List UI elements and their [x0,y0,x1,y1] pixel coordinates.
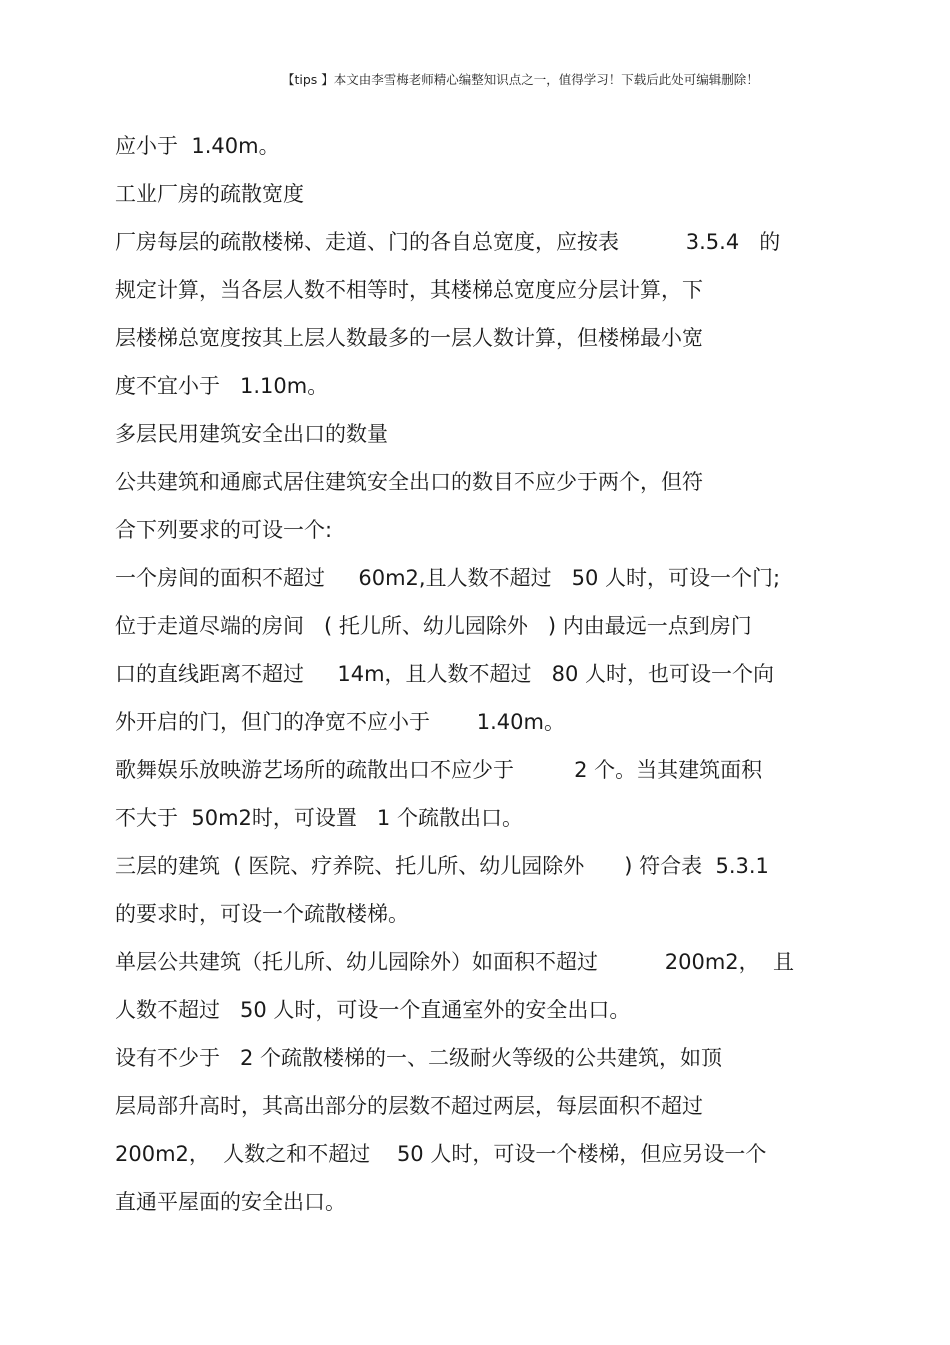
body-line: 合下列要求的可设一个: [115,518,333,542]
body-line: 不大于 50m2时，可设置 1 个疏散出口。 [115,806,523,830]
body-line: 厂房每层的疏散楼梯、走道、门的各自总宽度，应按表 3.5.4 的 [115,230,781,254]
body-line: 多层民用建筑安全出口的数量 [115,422,388,446]
body-line: 公共建筑和通廊式居住建筑安全出口的数目不应少于两个，但符 [115,470,703,494]
body-line: 口的直线距离不超过 14m，且人数不超过 80 人时，也可设一个向 [115,662,774,686]
body-line: 200m2， 人数之和不超过 50 人时，可设一个楼梯，但应另设一个 [115,1142,767,1166]
body-line: 设有不少于 2 个疏散楼梯的一、二级耐火等级的公共建筑，如顶 [115,1046,723,1070]
body-line: 层局部升高时，其高出部分的层数不超过两层，每层面积不超过 [115,1094,703,1118]
body-line: 层楼梯总宽度按其上层人数最多的一层人数计算，但楼梯最小宽 [115,326,703,350]
body-line: 工业厂房的疏散宽度 [115,182,304,206]
body-line: 歌舞娱乐放映游艺场所的疏散出口不应少于 2 个。当其建筑面积 [115,758,763,782]
body-line: 规定计算，当各层人数不相等时，其楼梯总宽度应分层计算，下 [115,278,703,302]
body-line: 单层公共建筑（托儿所、幼儿园除外）如面积不超过 200m2， 且 [115,950,795,974]
body-line: 应小于 1.40m。 [115,134,280,158]
body-line: 位于走道尽端的房间 ( 托儿所、幼儿园除外 ) 内由最远一点到房门 [115,614,752,638]
body-line: 度不宜小于 1.10m。 [115,374,329,398]
body-line: 人数不超过 50 人时，可设一个直通室外的安全出口。 [115,998,631,1022]
body-line: 三层的建筑 ( 医院、疗养院、托儿所、幼儿园除外 ) 符合表 5.3.1 [115,854,769,878]
body-line: 一个房间的面积不超过 60m2,且人数不超过 50 人时，可设一个门; [115,566,781,590]
body-line: 外开启的门，但门的净宽不应小于 1.40m。 [115,710,565,734]
header-tip: 【tips 】本文由李雪梅老师精心编整知识点之一，值得学习！下载后此处可编辑删除！ [282,72,759,87]
body-line: 直通平屋面的安全出口。 [115,1190,346,1214]
body-line: 的要求时，可设一个疏散楼梯。 [115,902,409,926]
